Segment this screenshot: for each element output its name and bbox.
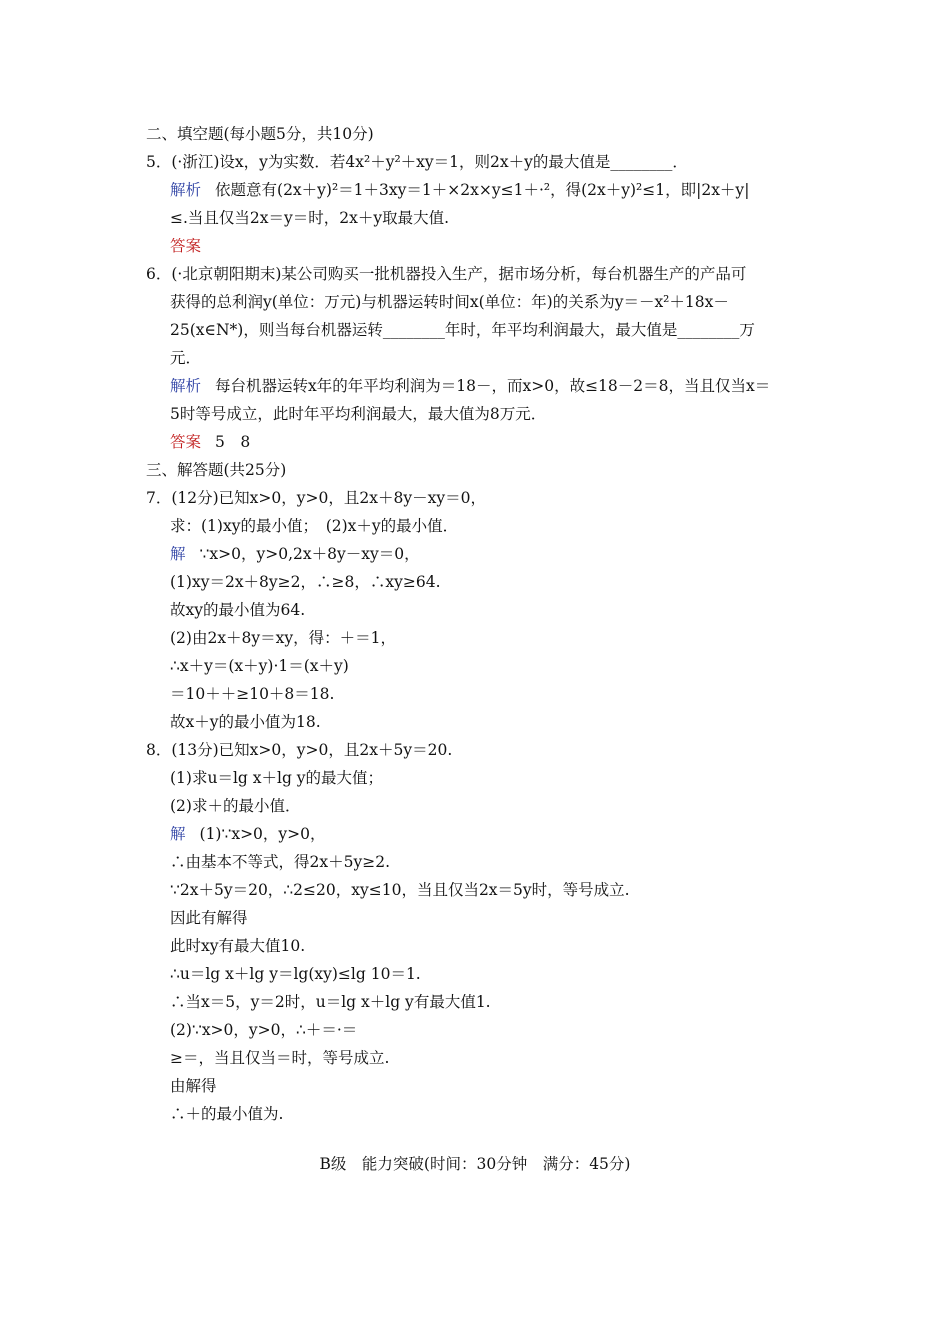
q8-solution-line-2: ∴由基本不等式，得2x＋5y≥2. [170, 853, 390, 871]
q7-solution-line-1 [170, 544, 420, 564]
q6-analysis-line-1 [170, 376, 770, 396]
q5-analysis-line-2: ≤.当且仅当2x＝y＝时，2x＋y取最大值. [170, 209, 450, 227]
section-b-heading: B级 能力突破(时间：30分钟 满分：45分) [319, 1155, 631, 1173]
q6-stem-line-1: 6．(·北京朝阳期末)某公司购买一批机器投入生产，据市场分析，每台机器生产的产品可 [146, 265, 747, 283]
q8-ask-2: (2)求＋的最小值． [170, 797, 301, 815]
q6-analysis-text-1: 每台机器运转x年的年平均利润为＝18－，而x>0，故≤18－2＝8，当且仅当x＝ [215, 377, 771, 395]
q6-answer-value: 5 8 [215, 433, 251, 451]
q8-solution-line-10: 由解得 [170, 1077, 217, 1095]
q7-ask: 求：(1)xy的最小值； (2)x＋y的最小值． [170, 517, 459, 535]
q6-answer-line [170, 432, 250, 452]
q8-solution-line-9: ≥＝，当且仅当＝时，等号成立. [170, 1049, 390, 1067]
section-3-title: 三、解答题(共25分) [146, 461, 287, 479]
q7-solution-line-5: ∴x＋y＝(x＋y)·1＝(x＋y) [170, 657, 349, 675]
solution-label: 解 [170, 545, 186, 563]
q7-solution-text-1: ∵x>0，y>0,2x＋8y－xy＝0， [199, 545, 420, 563]
q7-solution-line-4: (2)由2x＋8y＝xy，得：＋＝1， [170, 629, 397, 647]
q6-stem-line-4: 元． [170, 349, 202, 367]
q8-solution-line-4: 因此有解得 [170, 909, 248, 927]
q5-analysis-line-1 [170, 180, 749, 200]
q8-solution-line-1 [170, 824, 326, 844]
q8-solution-line-8: (2)∵x>0，y>0，∴＋＝·＝ [170, 1021, 358, 1039]
q7-solution-line-2: (1)xy＝2x＋8y≥2，∴≥8，∴xy≥64. [170, 573, 441, 591]
answer-label: 答案 [170, 433, 202, 451]
q8-solution-line-3: ∵2x＋5y＝20，∴2≤20，xy≤10，当且仅当2x＝5y时，等号成立. [170, 881, 630, 899]
q7-solution-line-3: 故xy的最小值为64. [170, 601, 306, 619]
q8-solution-line-6: ∴u＝lg x＋lg y＝lg(xy)≤lg 10＝1. [170, 965, 421, 983]
q5-stem: 5．(·浙江)设x，y为实数．若4x²＋y²＋xy＝1，则2x＋y的最大值是________． [146, 153, 688, 171]
q8-solution-line-11: ∴＋的最小值为. [170, 1105, 284, 1123]
q6-analysis-line-2: 5时等号成立，此时年平均利润最大，最大值为8万元． [170, 405, 547, 423]
q5-answer-line [170, 236, 215, 256]
q7-solution-line-7: 故x＋y的最小值为18. [170, 713, 321, 731]
q8-stem: 8．(13分)已知x>0，y>0，且2x＋5y＝20. [146, 741, 453, 759]
section-2-title: 二、填空题(每小题5分，共10分) [146, 125, 374, 143]
q8-ask-1: (1)求u＝lg x＋lg y的最大值； [170, 769, 384, 787]
analysis-label: 解析 [170, 377, 202, 395]
q8-solution-line-5: 此时xy有最大值10. [170, 937, 306, 955]
q6-stem-line-3: 25(x∈N*)，则当每台机器运转________年时，年平均利润最大，最大值是________万 [170, 321, 755, 339]
solution-label: 解 [170, 825, 186, 843]
q7-stem: 7．(12分)已知x>0，y>0，且2x＋8y－xy＝0， [146, 489, 486, 507]
q6-stem-line-2: 获得的总利润y(单位：万元)与机器运转时间x(单位：年)的关系为y＝－x²＋18x－ [170, 293, 729, 311]
q8-solution-line-7: ∴当x＝5，y＝2时，u＝lg x＋lg y有最大值1. [170, 993, 491, 1011]
q5-analysis-text-1: 依题意有(2x＋y)²＝1＋3xy＝1＋×2x×y≤1＋·²，得(2x＋y)²≤1，即|2x＋y| [215, 181, 750, 199]
answer-label: 答案 [170, 237, 202, 255]
analysis-label: 解析 [170, 181, 202, 199]
q8-solution-text-1: (1)∵x>0，y>0， [199, 825, 326, 843]
q7-solution-line-6: ＝10＋＋≥10＋8＝18. [170, 685, 335, 703]
